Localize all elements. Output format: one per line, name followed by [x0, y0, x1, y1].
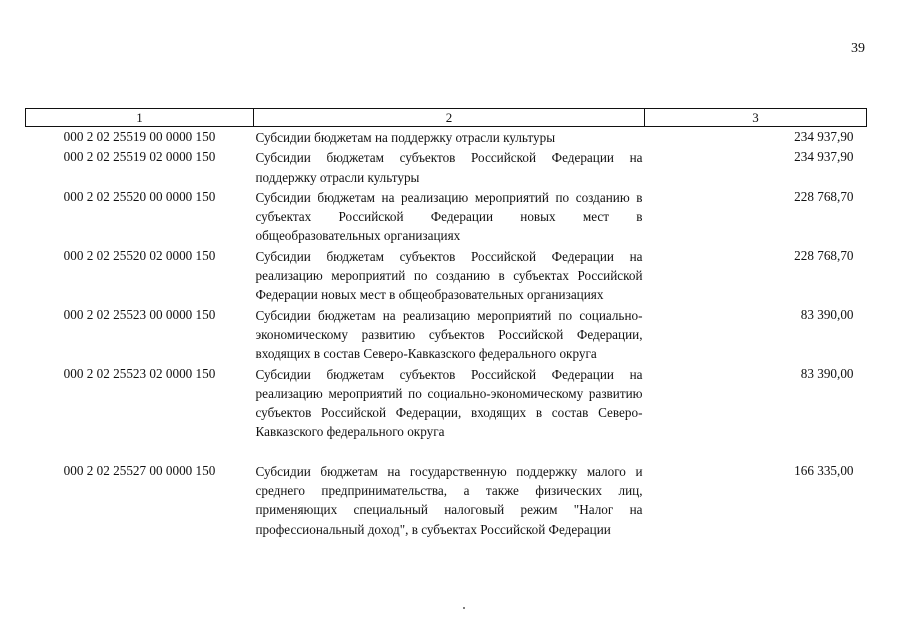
page-number: 39 — [851, 41, 865, 56]
budget-item-name: Субсидии бюджетам субъектов Российской Федерации на поддержку отрасли культуры — [255, 150, 643, 185]
table-row — [26, 187, 867, 246]
table-row — [26, 147, 867, 187]
column-header-name: 2 — [254, 109, 645, 127]
budget-amount: 234 937,90 — [794, 149, 854, 165]
budget-code: 000 2 02 25519 02 0000 150 — [63, 149, 216, 165]
budget-item-name: Субсидии бюджетам на поддержку отрасли культуры — [255, 130, 556, 145]
column-header-amount: 3 — [645, 109, 867, 127]
table-row — [26, 246, 867, 305]
budget-code: 000 2 02 25523 00 0000 150 — [63, 306, 216, 322]
budget-revenue-table — [25, 108, 867, 539]
budget-amount: 234 937,90 — [794, 129, 854, 144]
budget-amount: 83 390,00 — [800, 306, 854, 322]
budget-code: 000 2 02 25520 00 0000 150 — [63, 188, 216, 204]
budget-item-name: Субсидии бюджетам субъектов Российской Федерации на реализацию мероприятий по созданию в субъектах Российской Федерации новых мест в общеобразовательных организациях — [255, 248, 643, 303]
budget-amount: 228 768,70 — [794, 247, 854, 263]
budget-item-name: Субсидии бюджетам на реализацию мероприятий по социально-экономическому развитию субъектов Российской Федерации, входящих в состав Северо-Кавказского федерального округа — [255, 307, 643, 362]
budget-code: 000 2 02 25527 00 0000 150 — [63, 462, 216, 478]
budget-code: 000 2 02 25519 00 0000 150 — [63, 129, 216, 144]
scan-speck — [463, 607, 465, 609]
table-row — [26, 461, 867, 539]
budget-item-name: Субсидии бюджетам на государственную поддержку малого и среднего предпринимательства, а также физических лиц, применяющих специальный налоговый режим "Налог на профессиональный доход", в субъектах Российской Федерации — [255, 463, 643, 537]
table-row — [26, 127, 867, 148]
budget-amount: 83 390,00 — [800, 365, 854, 381]
budget-code: 000 2 02 25523 02 0000 150 — [63, 365, 216, 381]
table-row — [26, 305, 867, 364]
table-row — [26, 364, 867, 461]
budget-item-name: Субсидии бюджетам субъектов Российской Федерации на реализацию мероприятий по социально-экономическому развитию субъектов Российской Федерации, входящих в состав Северо-Кавказского федерального округа — [255, 366, 643, 440]
budget-code: 000 2 02 25520 02 0000 150 — [63, 247, 216, 263]
budget-amount: 228 768,70 — [794, 188, 854, 204]
column-header-code: 1 — [26, 109, 254, 127]
budget-item-name: Субсидии бюджетам на реализацию мероприятий по созданию в субъектах Российской Федерации новых мест в общеобразовательных организациях — [255, 189, 643, 244]
budget-amount: 166 335,00 — [794, 462, 854, 478]
table-header-row — [26, 109, 867, 127]
